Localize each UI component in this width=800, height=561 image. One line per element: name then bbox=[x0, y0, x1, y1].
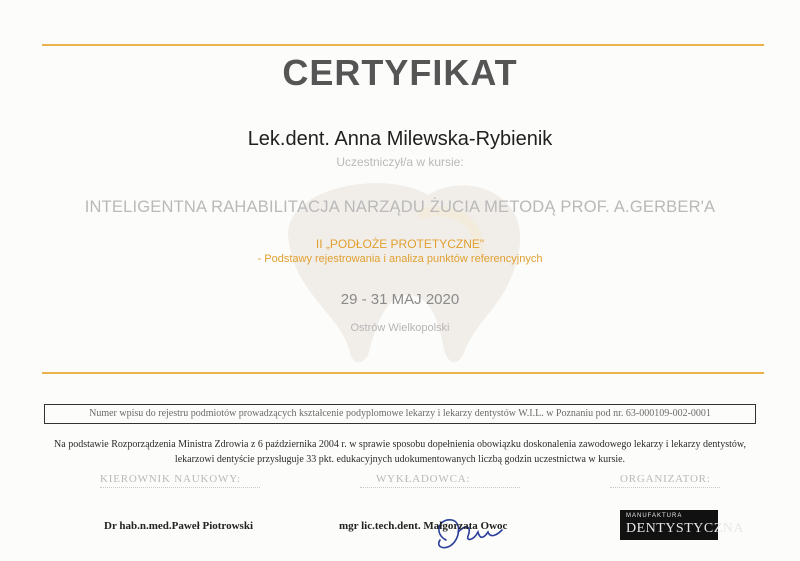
course-title: INTELIGENTNA RAHABILITACJA NARZĄDU ŻUCIA METODĄ PROF. A.GERBER'A bbox=[84, 198, 716, 216]
logo-line-1: MANUFAKTURA bbox=[626, 513, 683, 519]
course-location: Ostrów Wielkopolski bbox=[350, 322, 450, 334]
top-gold-rule bbox=[42, 44, 764, 46]
bottom-gold-rule bbox=[42, 372, 764, 374]
recipient-name: Lek.dent. Anna Milewska-Rybienik bbox=[247, 128, 553, 150]
registry-number-box: Numer wpisu do rejestru podmiotów prowadzących kształcenie podyplomowe lekarzy i lekarzy dentystów W.I.L. w Poznaniu pod nr. 63-000109-002-0001 bbox=[44, 404, 756, 424]
handwritten-signature bbox=[428, 510, 508, 554]
course-dates: 29 - 31 MAJ 2020 bbox=[340, 291, 460, 308]
scientific-director-name: Dr hab.n.med.Paweł Piotrowski bbox=[104, 520, 254, 532]
lecturer-name: mgr lic.tech.dent. Małgorzata Owoc bbox=[339, 520, 508, 532]
organizer-logo bbox=[620, 510, 744, 540]
signature-line-3 bbox=[610, 487, 720, 488]
role-lecturer: WYKŁADOWCA: bbox=[376, 473, 471, 485]
role-scientific-director: KIEROWNIK NAUKOWY: bbox=[100, 473, 241, 485]
legal-line-2: lekarzowi dentyście przysługuje 33 pkt. edukacyjnych udokumentowanych liczbą godzin uczestnictwa w kursie. bbox=[174, 454, 626, 465]
course-subtitle: II „PODŁOŻE PROTETYCZNE" bbox=[315, 237, 485, 251]
legal-line-1: Na podstawie Rozporządzenia Ministra Zdrowia z 6 października 2004 r. w sprawie sposobu dopełnienia obowiązku doskonalenia zawodowego lekarzy i lekarzy dentystów, bbox=[54, 439, 746, 450]
signature-line-2 bbox=[360, 487, 520, 488]
legal-notice bbox=[0, 437, 800, 467]
signature-line-1 bbox=[100, 487, 260, 488]
logo-line-2: DENTYSTYCZNA bbox=[626, 521, 744, 536]
certificate-title: CERTYFIKAT bbox=[282, 52, 518, 93]
participated-label: Uczestniczył/a w kursie: bbox=[336, 155, 464, 169]
role-organizer: ORGANIZATOR: bbox=[620, 473, 711, 485]
course-description: - Podstawy rejestrowania i analiza punktów referencyjnych bbox=[257, 253, 543, 265]
